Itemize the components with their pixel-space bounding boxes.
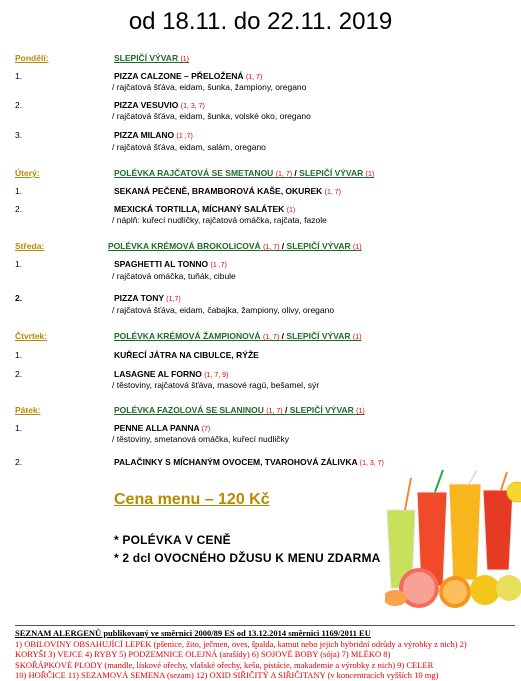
dish-name [114,423,210,433]
item-number: 1. [15,259,23,269]
dish-title: KUŘECÍ JÁTRA NA CIBULCE, RÝŽE [114,350,259,360]
item-number: 2. [15,369,23,379]
soup-name: SLEPIČÍ VÝVAR [286,331,351,341]
dish-name [114,186,341,196]
soup-wednesday: POLÉVKA KRÉMOVÁ BROKOLICOVÁ (1, 7) / SLEPIČÍ VÝVAR (1) [108,241,362,251]
allergen-heading: SEZNAM ALERGENŮ publikovaný ve směrnici 2000/89 ES od 13.12.2014 směrnici 1169/2011 EU [15,628,371,638]
allergen-line: 1) OBILOVINY OBSAHUJÍCÍ LEPEK (pšenice, žito, ječmen, oves, špalda, kamut nebo jejich hybridní odrůdy a výrobky z nich) 2) [15,638,467,649]
soup-allergens: (1, 7) [266,408,283,415]
dish-description: / rajčatová šťáva, eidam, salám, oregano [112,142,266,152]
dish-description: / rajčatová šťáva, eidam, šunka, žampiony, oregano [112,82,307,92]
dish-name [114,457,384,467]
soup-tuesday: POLÉVKA RAJČATOVÁ SE SMETANOU (1, 7) / SLEPIČÍ VÝVAR (1) [114,168,375,178]
day-label-friday: Pátek: [15,405,41,415]
item-number: 1. [15,71,23,81]
soup-allergens: (1) [365,171,375,178]
dish-allergens: (1, 7, 9) [204,372,229,379]
soup-name: SLEPIČÍ VÝVAR [289,405,354,415]
soup-name: POLÉVKA KRÉMOVÁ ŽAMPIONOVÁ [114,331,261,341]
dish-title: PIZZA TONY [114,293,164,303]
item-number: 1. [15,186,23,196]
dish-name [114,71,262,81]
dish-title: SEKANÁ PEČENĚ, BRAMBOROVÁ KAŠE, OKUREK [114,186,323,196]
item-number: 2. [15,204,23,214]
soup-name: POLÉVKA RAJČATOVÁ SE SMETANOU [114,168,274,178]
menu-price: Cena menu – 120 Kč [114,491,270,508]
item-number: 1. [15,350,23,360]
soup-name: POLÉVKA FAZOLOVÁ SE SLANINOU [114,405,264,415]
day-label-monday: Pondělí: [15,53,49,63]
soup-name: SLEPIČÍ VÝVAR [286,241,351,251]
note-free-juice: * 2 dcl OVOCNÉHO DŽUSU K MENU ZDARMA [114,551,381,565]
dish-allergens: (1) [286,207,296,214]
juice-glasses-icon [385,470,521,610]
dish-name [114,350,259,360]
dish-title: SPAGHETTI AL TONNO [114,259,209,269]
note-soup-included: * POLÉVKA V CENĚ [114,533,231,547]
dish-allergens: (1, 7) [245,74,263,81]
dish-name [114,369,228,379]
dish-title: MEXICKÁ TORTILLA, MÍCHANÝ SALÁTEK [114,204,285,214]
dish-description: / těstoviny, rajčatová šťáva, masové ragú, bešamel, sýr [112,380,320,390]
dish-description: / těstoviny, smetanová omáčka, kuřecí nudličky [112,434,290,444]
menu-title: od 18.11. do 22.11. 2019 [128,8,393,35]
day-label-thursday: Čtvrtek: [15,331,48,341]
soup-name: SLEPIČÍ VÝVAR [299,168,364,178]
dish-name [114,293,181,303]
allergen-list [15,628,515,681]
dish-allergens: (7) [201,426,211,433]
dish-title: PIZZA MILANO [114,130,175,140]
dish-allergens: (1,7) [166,296,181,303]
dish-title: PIZZA VESUVIO [114,100,179,110]
dish-description: / rajčatová šťáva, eidam, šunka, volské oko, oregano [112,111,311,121]
dish-description: / rajčatová šťáva, eidam, čabajka, žampiony, olivy, oregano [112,305,335,315]
item-number: 3. [15,130,23,140]
dish-description: / rajčatová omáčka, tuňák, cibule [112,271,236,281]
dish-name [114,259,227,269]
soup-allergens: (1, 7) [263,244,280,251]
item-number: 2. [15,100,23,110]
dish-allergens: (1 ,7) [176,133,193,140]
soup-allergens: (1) [356,408,365,415]
day-label-wednesday: Středa: [15,241,45,251]
soup-friday: POLÉVKA FAZOLOVÁ SE SLANINOU (1, 7) / SLEPIČÍ VÝVAR (1) [114,405,365,415]
allergen-line: SKOŘÁPKOVÉ PLODY (mandle, lískové ořechy, vlašské ořechy, kešu, pistácie, makademie a výrobky z nich) 9) CELER [15,659,434,670]
dish-name [114,130,193,140]
soup-allergens: (1) [353,244,362,251]
dish-allergens: (1, 3, 7) [180,103,205,110]
soup-allergens: (1) [180,56,190,63]
soup-allergens: (1, 7) [275,171,293,178]
allergen-line: KORYŠI 3) VEJCE 4) RYBY 5) PODZEMNICE OLEJNÁ (arašídy) 6) SOJOVÉ BOBY (sója) 7) MLÉKO 8) [15,649,391,659]
dish-title: PALAČINKY S MÍCHANÝM OVOCEM, TVAROHOVÁ ZÁLIVKA [114,457,358,467]
soup-name: SLEPIČÍ VÝVAR [114,53,179,63]
dish-name [114,100,205,110]
divider [15,625,515,626]
item-number: 2. [15,457,23,467]
soup-allergens: (1) [352,334,362,341]
allergen-line: 10) HOŘČICE 11) SEZAMOVÁ SEMENA (sezam) 12) OXID SIŘIČITÝ A SIŘIČITANY (v koncentracích vyšších 10 mg) [15,670,439,680]
item-number: 2. [15,293,23,303]
dish-title: PENNE ALLA PANNA [114,423,200,433]
dish-title: PIZZA CALZONE – PŘELOŽENÁ [114,71,244,81]
dish-allergens: (1, 7) [324,189,341,196]
dish-description: / náplň: kuřecí nudličky, rajčatová omáčka, rajčata, fazole [112,215,327,225]
dish-name [114,204,295,214]
item-number: 1. [15,423,23,433]
dish-allergens: (1, 3, 7) [359,460,384,467]
soup-allergens: (1, 7) [262,334,280,341]
day-label-tuesday: Úterý: [15,168,40,178]
dish-title: LASAGNE AL FORNO [114,369,202,379]
soup-name: POLÉVKA KRÉMOVÁ BROKOLICOVÁ [108,241,261,251]
dish-allergens: (1 ,7) [210,262,227,269]
soup-thursday: POLÉVKA KRÉMOVÁ ŽAMPIONOVÁ (1, 7) / SLEPIČÍ VÝVAR (1) [114,331,362,341]
soup-monday-1 [114,53,189,63]
